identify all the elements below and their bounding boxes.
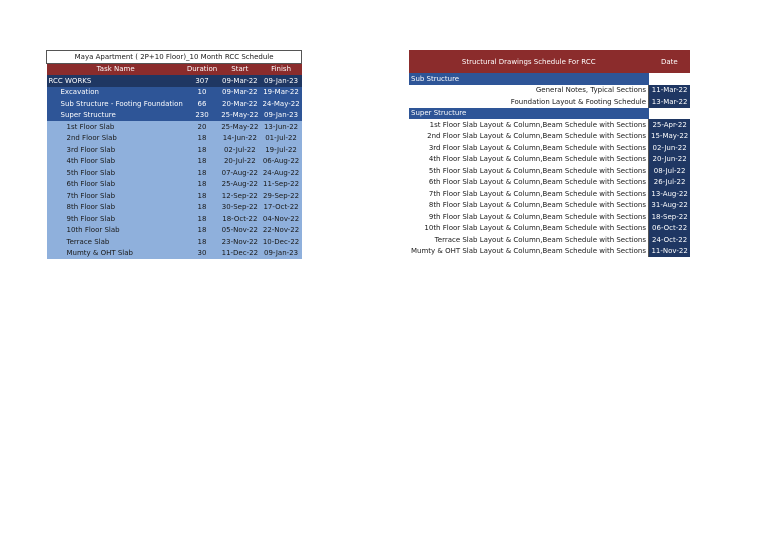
task-start: 14-Jun-22 [219, 133, 260, 145]
drawing-date: 06-Oct-22 [649, 223, 691, 235]
header-drawings: Structural Drawings Schedule For RCC [409, 50, 649, 73]
task-name: 9th Floor Slab [47, 213, 185, 225]
drawing-date: 31-Aug-22 [649, 200, 691, 212]
drawing-date: 25-Apr-22 [649, 119, 691, 131]
drawing-row [409, 96, 690, 108]
task-name: Excavation [47, 87, 185, 99]
task-start: 25-May-22 [221, 122, 259, 131]
drawing-description: Sub Structure [409, 73, 649, 85]
drawing-row [409, 154, 690, 166]
header-finish: Finish [260, 63, 301, 75]
task-name: 6th Floor Slab [47, 179, 185, 191]
task-finish: 06-Aug-22 [260, 156, 301, 168]
drawing-row [409, 131, 690, 143]
task-finish: 13-Jun-22 [260, 121, 301, 133]
drawing-date [649, 73, 691, 85]
task-duration: 18 [185, 225, 219, 237]
drawing-description: 10th Floor Slab Layout & Column,Beam Schedule with Sections [409, 223, 649, 235]
task-row [47, 98, 302, 110]
rcc-schedule-table [46, 50, 302, 259]
drawing-date: 15-May-22 [649, 131, 691, 143]
task-start: 25-May-22 [221, 111, 259, 120]
task-name: Mumty & OHT Slab [47, 248, 185, 260]
task-duration: 66 [185, 98, 219, 110]
drawing-row [409, 223, 690, 235]
task-row [47, 202, 302, 214]
drawing-section-row [409, 73, 690, 85]
task-start: 11-Dec-22 [219, 248, 260, 260]
task-name: 3rd Floor Slab [47, 144, 185, 156]
drawing-description: 1st Floor Slab Layout & Column,Beam Schedule with Sections [409, 119, 649, 131]
drawing-date: 11-Mar-22 [649, 85, 691, 97]
task-duration: 18 [185, 133, 219, 145]
drawing-description: 4th Floor Slab Layout & Column,Beam Schedule with Sections [409, 154, 649, 166]
task-duration: 18 [185, 190, 219, 202]
drawing-row [409, 211, 690, 223]
task-row [47, 144, 302, 156]
task-duration: 18 [185, 156, 219, 168]
drawing-description: Super Structure [409, 108, 649, 120]
drawing-date [649, 108, 691, 120]
task-name: 2nd Floor Slab [47, 133, 185, 145]
task-start: 18-Oct-22 [219, 213, 260, 225]
task-start: 30-Sep-22 [219, 202, 260, 214]
task-row [47, 190, 302, 202]
drawing-description: General Notes, Typical Sections [409, 85, 649, 97]
drawing-date: 08-Jul-22 [649, 165, 691, 177]
task-finish: 09-Jan-23 [260, 248, 301, 260]
task-row [47, 87, 302, 99]
drawing-row [409, 142, 690, 154]
drawing-date: 24-Oct-22 [649, 234, 691, 246]
task-start: 23-Nov-22 [219, 236, 260, 248]
task-finish: 10-Dec-22 [260, 236, 301, 248]
drawing-description: 7th Floor Slab Layout & Column,Beam Schedule with Sections [409, 188, 649, 200]
drawing-row [409, 200, 690, 212]
task-name: 4th Floor Slab [47, 156, 185, 168]
drawing-description: 3rd Floor Slab Layout & Column,Beam Schedule with Sections [409, 142, 649, 154]
task-duration: 307 [185, 75, 219, 87]
task-row [47, 236, 302, 248]
task-row [47, 225, 302, 237]
task-name: 5th Floor Slab [47, 167, 185, 179]
task-finish: 09-Jan-23 [260, 110, 301, 122]
header-start: Start [219, 63, 260, 75]
task-start: 20-Mar-22 [219, 98, 260, 110]
task-finish: 22-Nov-22 [260, 225, 301, 237]
task-row [47, 167, 302, 179]
task-start: 02-Jul-22 [219, 144, 260, 156]
drawing-date: 11-Nov-22 [649, 246, 691, 258]
schedule-title: Maya Apartment ( 2P+10 Floor)_10 Month RCC Schedule [47, 51, 302, 64]
drawing-date: 02-Jun-22 [649, 142, 691, 154]
task-row [47, 75, 302, 87]
drawing-row [409, 85, 690, 97]
drawing-description: 8th Floor Slab Layout & Column,Beam Schedule with Sections [409, 200, 649, 212]
task-duration: 30 [185, 248, 219, 260]
task-finish: 19-Mar-22 [260, 87, 301, 99]
task-finish: 24-May-22 [262, 99, 300, 108]
drawing-date: 18-Sep-22 [649, 211, 691, 223]
drawing-row [409, 177, 690, 189]
drawing-description: 6th Floor Slab Layout & Column,Beam Schedule with Sections [409, 177, 649, 189]
drawing-date: 26-Jul-22 [649, 177, 691, 189]
task-finish: 11-Sep-22 [260, 179, 301, 191]
task-name: Terrace Slab [47, 236, 185, 248]
task-duration: 10 [185, 87, 219, 99]
task-start: 25-Aug-22 [219, 179, 260, 191]
drawing-description: Mumty & OHT Slab Layout & Column,Beam Schedule with Sections [409, 246, 649, 258]
task-row [47, 110, 302, 122]
task-duration: 18 [185, 202, 219, 214]
task-row [47, 133, 302, 145]
task-row [47, 121, 302, 133]
header-duration: Duration [185, 63, 219, 75]
drawing-description: Terrace Slab Layout & Column,Beam Schedule with Sections [409, 234, 649, 246]
task-name: 1st Floor Slab [47, 121, 185, 133]
task-row [47, 156, 302, 168]
header-date: Date [649, 50, 691, 73]
task-row [47, 248, 302, 260]
task-start: 09-Mar-22 [219, 75, 260, 87]
task-start: 09-Mar-22 [219, 87, 260, 99]
drawing-row [409, 246, 690, 258]
task-row [47, 179, 302, 191]
drawing-row [409, 188, 690, 200]
task-start: 20-Jul-22 [219, 156, 260, 168]
header-task-name: Task Name [47, 63, 185, 75]
task-finish: 04-Nov-22 [260, 213, 301, 225]
drawing-date: 20-Jun-22 [649, 154, 691, 166]
task-row [47, 213, 302, 225]
task-finish: 24-Aug-22 [260, 167, 301, 179]
drawing-date: 13-Mar-22 [649, 96, 691, 108]
drawing-description: 5th Floor Slab Layout & Column,Beam Schedule with Sections [409, 165, 649, 177]
drawing-description: 9th Floor Slab Layout & Column,Beam Schedule with Sections [409, 211, 649, 223]
task-name: Sub Structure - Footing Foundation [47, 98, 185, 110]
drawing-date: 13-Aug-22 [649, 188, 691, 200]
task-duration: 18 [185, 179, 219, 191]
drawings-schedule-table [409, 50, 690, 257]
task-finish: 17-Oct-22 [260, 202, 301, 214]
task-duration: 18 [185, 144, 219, 156]
drawing-section-row [409, 108, 690, 120]
task-duration: 18 [185, 167, 219, 179]
task-name: 7th Floor Slab [47, 190, 185, 202]
task-duration: 230 [185, 110, 219, 122]
task-finish: 29-Sep-22 [260, 190, 301, 202]
task-name: 10th Floor Slab [47, 225, 185, 237]
task-start: 07-Aug-22 [219, 167, 260, 179]
task-duration: 20 [185, 121, 219, 133]
task-start: 12-Sep-22 [219, 190, 260, 202]
drawing-row [409, 119, 690, 131]
task-name: 8th Floor Slab [47, 202, 185, 214]
task-start: 05-Nov-22 [219, 225, 260, 237]
task-duration: 18 [185, 213, 219, 225]
drawing-description: Foundation Layout & Footing Schedule [409, 96, 649, 108]
task-name: RCC WORKS [47, 75, 185, 87]
task-finish: 19-Jul-22 [260, 144, 301, 156]
task-finish: 01-Jul-22 [260, 133, 301, 145]
drawing-description: 2nd Floor Slab Layout & Column,Beam Schedule with Sections [409, 131, 649, 143]
task-duration: 18 [185, 236, 219, 248]
drawing-row [409, 165, 690, 177]
task-name: Super Structure [47, 110, 185, 122]
drawing-row [409, 234, 690, 246]
task-finish: 09-Jan-23 [260, 75, 301, 87]
